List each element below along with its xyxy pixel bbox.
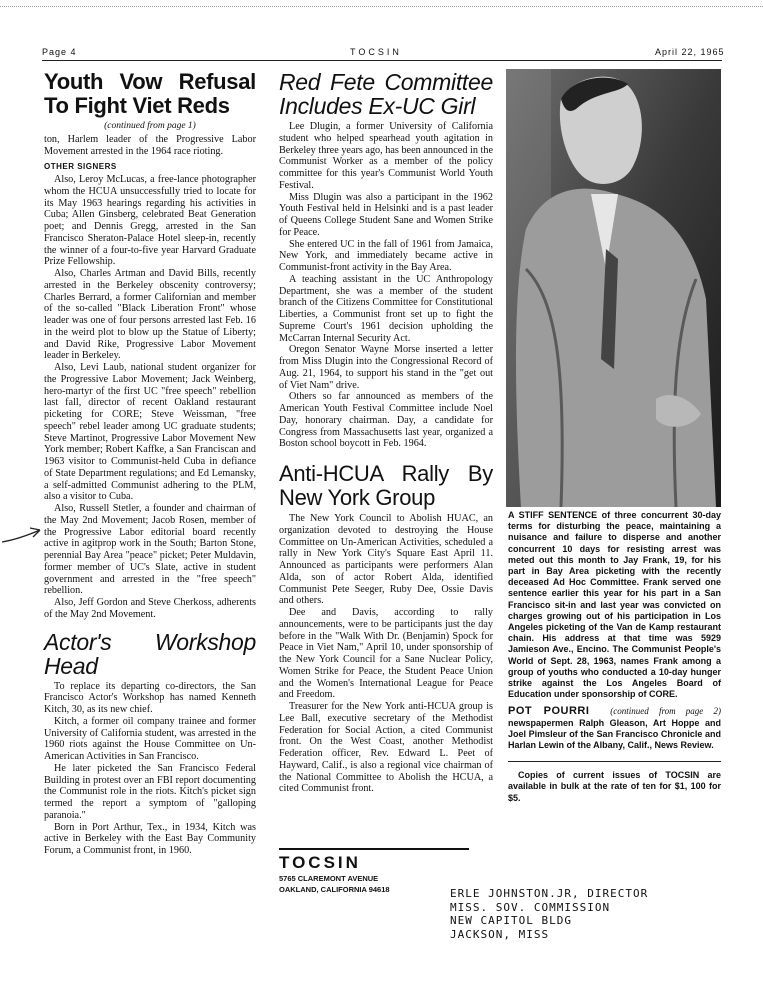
- pot-pourri-text: newspapermen Ralph Gleason, Art Hoppe and Joel Pimsleur of the San Francisco Chronicle and Harlan Lewin of the Albany, Calif., News Review.: [508, 717, 721, 751]
- article1-paragraph: Also, Charles Artman and David Bills, recently arrested in the Berkeley obscenity controversy; Charles Berrard, a former Californian and member of the so-called "Black Liberation Front" whose leader was one of four persons arrested last Feb. 16 in the weird plot to blow up the Statue of Liberty; and David Rike, Progressive Labor Movement leader in Berkeley.: [44, 268, 256, 362]
- notice-rule: [508, 761, 721, 762]
- article1-subhead: OTHER SIGNERS: [44, 162, 117, 172]
- article3-headline: Red Fete Committee Includes Ex-UC Girl: [279, 69, 493, 119]
- column-2: [279, 70, 493, 795]
- margin-arrow-mark: [0, 520, 44, 560]
- article3-paragraph: She entered UC in the fall of 1961 from Jamaica, New York, and immediately became active in Communist-front activity in the Bay Area.: [279, 238, 493, 273]
- issue-date: April 22, 1965: [655, 47, 725, 57]
- pot-pourri-item: [508, 706, 721, 751]
- article2-paragraph: To replace its departing co-directors, the San Francisco Actor's Workshop has named Kenneth Kitch, 30, as its new chief.: [44, 680, 256, 715]
- article3-paragraph: Lee Dlugin, a former University of California student who helped spearhead youth agitation in Berkeley three years ago, has been announced in the Communist Worker as a member of the policy committee for this year's Communist World Youth Festival.: [279, 121, 493, 191]
- mailing-label-line: MISS. SOV. COMMISSION: [450, 900, 611, 914]
- article1-paragraph: Also, Russell Stetler, a founder and chairman of the May 2nd Movement; Jacob Rosen, member of the Progressive Labor editorial board recently active in agitprop work in the South; Barton Stone, perennial Bay Area "peace" picket; Peter Muldavin, former member of UC's Slate, active in student government and arrested in the "free speech" rebellion.: [44, 503, 256, 597]
- mailing-label-line: NEW CAPITOL BLDG: [450, 914, 572, 927]
- article3-paragraph: Oregon Senator Wayne Morse inserted a letter from Miss Dlugin into the Congressional Record of Aug. 21, 1964, to support his stand in the "get out of Viet Nam" drive.: [279, 344, 493, 391]
- photo-illustration: [506, 69, 721, 507]
- footer-address-line: OAKLAND, CALIFORNIA 94618: [279, 885, 390, 894]
- article1-paragraph: Also, Levi Laub, national student organizer for the Progressive Labor Movement; Jack Weinberg, hero-martyr of the first UC "free speech" rebellion last fall, director of recent Oakland restaurant picketing for CORE; Steve Weissman, "free speech" rebel leader among UC graduate students; Steve Martinot, Progressive Labor Movement New York member; Robert Kaffke, a San Franciscan and 1963 visitor to Communist-held Cuba in defiance of State Department regulations; and Ed Lemansky, a self-admitted Communist adhering to the PLM, also a visitor to Cuba.: [44, 362, 256, 503]
- news-photo: [506, 69, 721, 507]
- footer-rule: [279, 848, 469, 850]
- footer-title: TOCSIN: [279, 853, 361, 872]
- pot-pourri-lead: POT POURRI: [508, 705, 590, 718]
- page-number: Page 4: [42, 47, 77, 57]
- article4-paragraph: Dee and Davis, according to rally announcements, were to be participants just the day before in the "Walk With Dr. (Benjamin) Spock for Peace in Viet Nam," April 10, under sponsorship of the New York Council for a Sane Nuclear Policy, Women Strike for Peace, the Student Peace Union and the Women's International League for Peace and Freedom.: [279, 607, 493, 701]
- article2-paragraph: He later picketed the San Francisco Federal Building in protest over an FBI report documenting the Communist role in the riots. Kitch's picket sign termed the report a symptom of "galloping paranoia.": [44, 762, 256, 821]
- article4-headline: Anti-HCUA Rally By New York Group: [279, 461, 493, 510]
- article4-paragraph: The New York Council to Abolish HUAC, an organization devoted to destroying the House Committee on Un-American Activities, scheduled a rally in New York City's Square East April 11. Announced as participants were performers Alan Alda, son of actor Robert Alda, identified Communist Pete Seeger, Ruby Dee, Ossie Davis and others.: [279, 513, 493, 607]
- article2-paragraph: Kitch, a former oil company trainee and former University of California student, was arrested in the 1960 riots against the House Committee on Un-American Activities in San Francisco.: [44, 715, 256, 762]
- top-dotted-border: [0, 6, 763, 7]
- caption-text: of three concurrent 30-day terms for disturbing the peace, maintaining a nuisance and failure to disperse and another concurrent 10 days for resisting arrest was meted out this month to Jay Frank, 19, for his part in Bay Area picketing with the recently deceased Ad Hoc Committee. Frank served one sentence earlier this year for his part in a San Francisco sit-in and last year was convicted on charges growing out of his participation in Los Angeles picketing of the Van de Kamp restaurant chain. His address at that time was 5929 Jamieson Ave., Encino. The Communist People's World of Sept. 28, 1963, names Frank among a group of youths who conducted a 10-day hunger strike against the Los Angeles Board of Education under sponsorship of CORE.: [508, 510, 722, 700]
- column-1: [44, 70, 256, 857]
- article3-paragraph: Miss Dlugin was also a participant in the 1962 Youth Festival held in Helsinki and is a past leader of Queens College Student Sane and Women Strike for Peace.: [279, 191, 493, 238]
- article1-paragraph: Also, Leroy McLucas, a free-lance photographer whom the HCUA unsuccessfully tried to locate for its May 1963 hearings regarding his activities in Cuba; Allen Ginsberg, celebrated Beat Generation poet; and Dennis Gregg, arrested in the San Francisco Sheraton-Palace Hotel sleep-in, recently the winner of a four-to-five year Harvard Graduate Prize Fellowship.: [44, 174, 256, 268]
- mailing-label-line: JACKSON, MISS: [450, 927, 550, 941]
- column-3: [508, 510, 721, 804]
- article1-paragraph: Also, Jeff Gordon and Steve Cherkoss, adherents of the May 2nd Movement.: [44, 597, 256, 620]
- article4-paragraph: Treasurer for the New York anti-HCUA group is Lee Ball, executive secretary of the Methodist Federation for Social Action, a cited Communist front. On the West Coast, another Methodist Federation officer, Rev. Edward L. Peet of Hayward, Calif., is also a regional vice chairman of the National Committee to Abolish the HCUA, a cited Communist front.: [279, 701, 493, 795]
- article2-headline: Actor's Workshop Head: [44, 628, 256, 679]
- footer-address-line: 5765 CLAREMONT AVENUE: [279, 874, 379, 883]
- article1-headline: Youth Vow Refusal To Fight Viet Reds: [44, 69, 256, 118]
- photo-caption: [508, 510, 721, 700]
- article1-continued: (continued from page 1): [104, 121, 196, 131]
- article2-paragraph: Born in Port Arthur, Tex., in 1934, Kitch was active in Berkeley with the East Bay Community Forum, a Communist front, in 1960.: [44, 821, 256, 856]
- caption-lead: A STIFF SENTENCE: [508, 510, 598, 520]
- bulk-notice: Copies of current issues of TOCSIN are available in bulk at the rate of ten for $1, 100 for $5.: [508, 770, 721, 803]
- article3-paragraph: Others so far announced as members of the American Youth Festival Committee include Noel Day, honorary chairman. Day, a candidate for Congress from Massachusetts last year, organized a Boston school boycott in Feb. 1964.: [279, 391, 493, 450]
- mailing-label-line: ERLE JOHNSTON.JR, DIRECTOR: [450, 887, 649, 900]
- article3-paragraph: A teaching assistant in the UC Anthropology Department, she was a member of the student branch of the Citizens Committee for Constitutional Liberties, a Communist front set up to fight the Supreme Court's 1961 decision upholding the McCarran Internal Security Act.: [279, 273, 493, 344]
- header-rule: [42, 60, 722, 61]
- mailing-label: [450, 887, 648, 941]
- masthead: TOCSIN: [350, 47, 402, 57]
- article1-lead: ton, Harlem leader of the Progressive Labor Movement arrested in the 1964 race rioting.: [44, 133, 256, 157]
- pot-pourri-continued: (continued from page 2): [610, 706, 721, 717]
